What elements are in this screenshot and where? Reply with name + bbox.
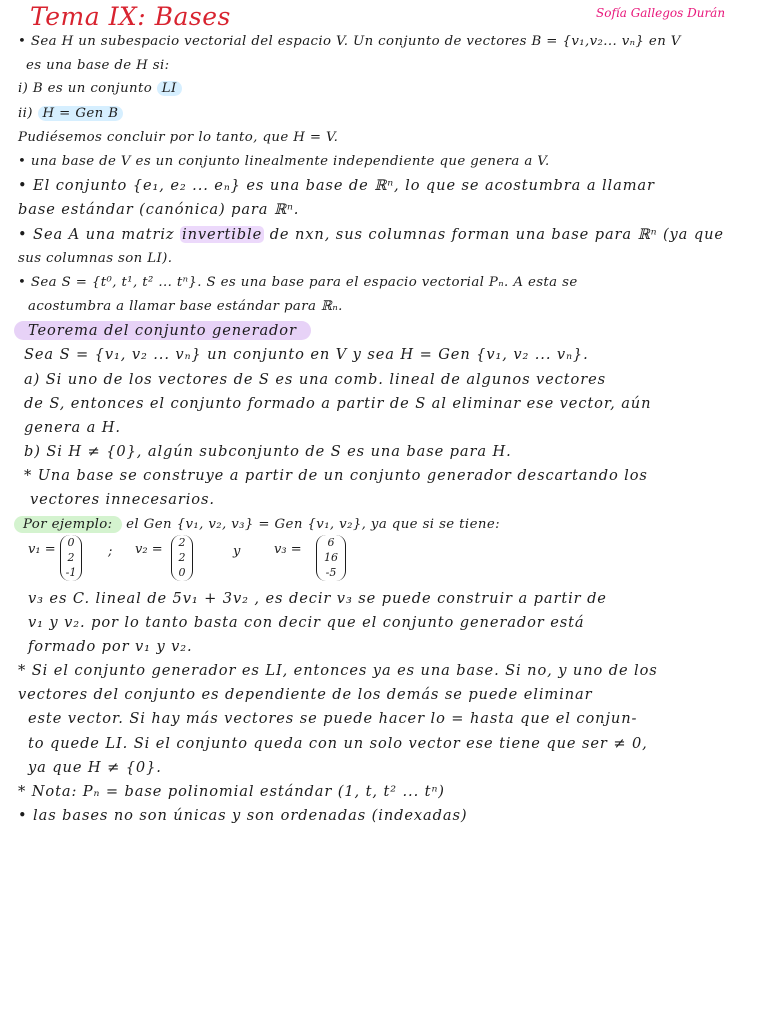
example-vectors bbox=[28, 535, 388, 583]
note-line: • las bases no son únicas y son ordenadas (indexadas) bbox=[18, 807, 468, 824]
note-line bbox=[18, 79, 182, 99]
separator: y bbox=[233, 544, 241, 559]
note-line: es una base de H si: bbox=[26, 58, 170, 73]
vector-entry: 2 bbox=[178, 551, 186, 564]
note-line: vectores del conjunto es dependiente de los demás se puede eliminar bbox=[18, 686, 593, 703]
author-signature: Sofía Gallegos Durán bbox=[596, 6, 726, 20]
note-line: * Si el conjunto generador es LI, entonces ya es una base. Si no, y uno de los bbox=[18, 662, 658, 679]
note-line: acostumbra a llamar base estándar para ℝₙ. bbox=[28, 299, 343, 314]
vector-entry: 16 bbox=[324, 551, 338, 564]
note-line: * Nota: Pₙ = base polinomial estándar (1, t, t² ... tⁿ) bbox=[18, 783, 445, 800]
note-line: a) Si uno de los vectores de S es una comb. lineal de algunos vectores bbox=[24, 371, 607, 388]
vector-v2 bbox=[171, 535, 193, 581]
vector-entry: 2 bbox=[178, 536, 186, 549]
note-line: b) Si H ≠ {0}, algún subconjunto de S es una base para H. bbox=[24, 443, 512, 460]
vector-v1 bbox=[60, 535, 82, 581]
note-line: ya que H ≠ {0}. bbox=[28, 759, 162, 776]
vector-entry: -5 bbox=[325, 566, 337, 579]
note-line: genera a H. bbox=[24, 419, 121, 436]
note-text: • Sea A una matriz bbox=[18, 226, 175, 243]
note-line bbox=[18, 104, 123, 124]
note-text: el Gen {v₁, v₂, v₃} = Gen {v₁, v₂}, ya que si se tiene: bbox=[126, 517, 500, 532]
note-line: este vector. Si hay más vectores se puede hacer lo = hasta que el conjun- bbox=[28, 710, 638, 727]
note-line: • El conjunto {e₁, e₂ ... eₙ} es una base de ℝⁿ, lo que se acostumbra a llamar bbox=[18, 177, 655, 194]
vector-entry: 0 bbox=[67, 536, 75, 549]
note-line: v₁ y v₂. por lo tanto basta con decir que el conjunto generador está bbox=[28, 614, 585, 631]
theorem-title: Teorema del conjunto generador bbox=[14, 321, 311, 340]
note-line: to quede LI. Si el conjunto queda con un solo vector ese tiene que ser ≠ 0, bbox=[28, 735, 648, 752]
note-line: • Sea S = {t⁰, t¹, t² ... tⁿ}. S es una base para el espacio vectorial Pₙ. A esta se bbox=[18, 275, 578, 290]
vector-entry: 0 bbox=[178, 566, 186, 579]
note-line: base estándar (canónica) para ℝⁿ. bbox=[18, 201, 300, 218]
vector-label: v₃ = bbox=[274, 542, 302, 557]
note-line: v₃ es C. lineal de 5v₁ + 3v₂ , es decir v₃ se puede construir a partir de bbox=[28, 590, 607, 607]
highlighted-term: LI bbox=[157, 81, 182, 96]
vector-entry: -1 bbox=[65, 566, 77, 579]
note-text: ii) bbox=[18, 106, 33, 121]
note-line: vectores innecesarios. bbox=[30, 491, 215, 508]
highlighted-term: H = Gen B bbox=[38, 106, 124, 121]
note-line bbox=[18, 225, 724, 245]
note-line bbox=[14, 515, 500, 535]
note-text: i) B es un conjunto bbox=[18, 81, 153, 96]
vector-label: v₂ = bbox=[135, 542, 163, 557]
note-line: Sea S = {v₁, v₂ ... vₙ} un conjunto en V y sea H = Gen {v₁, v₂ ... vₙ}. bbox=[24, 346, 589, 363]
vector-entry: 2 bbox=[67, 551, 75, 564]
separator: ; bbox=[108, 544, 113, 559]
note-line: • Sea H un subespacio vectorial del espacio V. Un conjunto de vectores B = {v₁,v₂... vₙ} en V bbox=[18, 34, 681, 49]
page-title: Tema IX: Bases bbox=[30, 2, 231, 31]
note-line: sus columnas son LI). bbox=[18, 251, 173, 266]
note-line: • una base de V es un conjunto linealmente independiente que genera a V. bbox=[18, 154, 550, 169]
note-text: de nxn, sus columnas forman una base para ℝⁿ (ya que bbox=[269, 226, 724, 243]
vector-entry: 6 bbox=[327, 536, 335, 549]
vector-v3 bbox=[316, 535, 346, 581]
vector-label: v₁ = bbox=[28, 542, 56, 557]
note-line: Pudiésemos concluir por lo tanto, que H = V. bbox=[18, 130, 339, 145]
example-label: Por ejemplo: bbox=[14, 516, 122, 533]
highlighted-term: invertible bbox=[182, 226, 263, 243]
note-line: de S, entonces el conjunto formado a partir de S al eliminar ese vector, aún bbox=[24, 395, 652, 412]
note-line: * Una base se construye a partir de un conjunto generador descartando los bbox=[24, 467, 648, 484]
theorem-heading bbox=[14, 321, 311, 341]
note-line: formado por v₁ y v₂. bbox=[28, 638, 193, 655]
